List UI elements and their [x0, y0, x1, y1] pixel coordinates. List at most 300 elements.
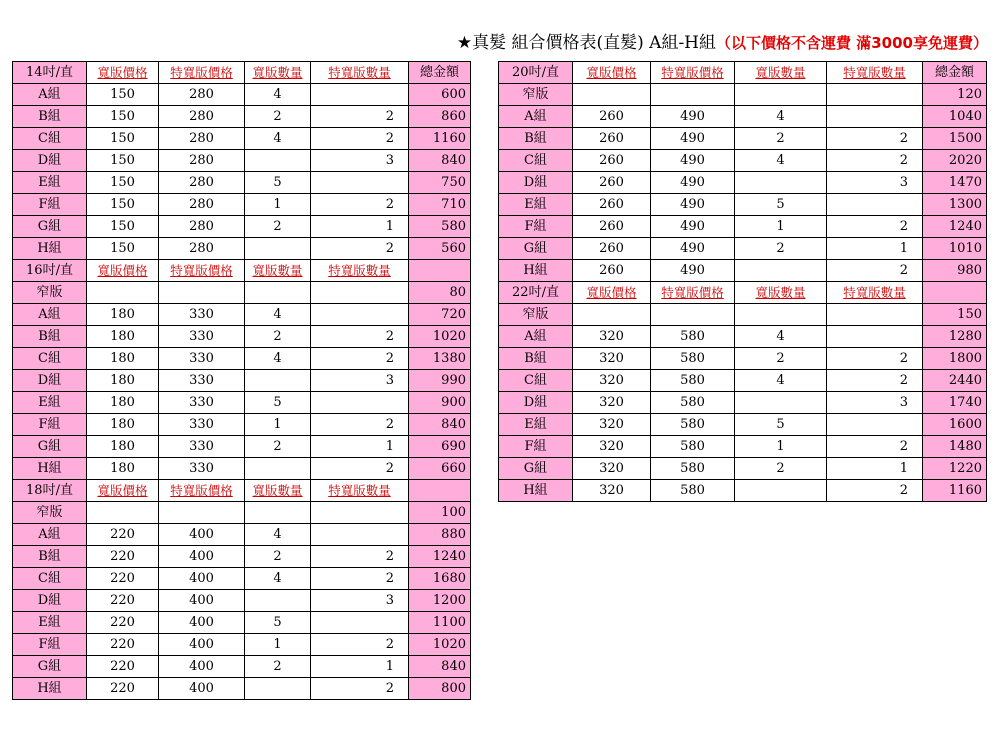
total-amount: 800 [409, 678, 471, 700]
wide-qty: 4 [245, 128, 311, 150]
total-header-empty [923, 282, 987, 304]
column-header: 寬版數量 [245, 480, 311, 502]
wide-price: 260 [573, 194, 651, 216]
total-amount: 900 [409, 392, 471, 414]
wide-price: 220 [87, 634, 159, 656]
wide-qty: 2 [735, 128, 827, 150]
wide-price: 260 [573, 238, 651, 260]
extra-wide-price: 400 [159, 634, 245, 656]
group-label: C組 [13, 128, 87, 150]
extra-wide-qty [311, 612, 409, 634]
wide-price: 260 [573, 172, 651, 194]
wide-qty [245, 590, 311, 612]
extra-wide-qty: 2 [311, 106, 409, 128]
wide-qty: 4 [245, 348, 311, 370]
wide-price: 150 [87, 238, 159, 260]
narrow-row [499, 84, 987, 106]
total-amount: 1470 [923, 172, 987, 194]
extra-wide-qty: 1 [311, 656, 409, 678]
star-icon: ★ [456, 33, 473, 53]
wide-price: 260 [573, 216, 651, 238]
wide-price: 220 [87, 612, 159, 634]
extra-wide-price: 400 [159, 656, 245, 678]
column-header: 特寬版價格 [159, 62, 245, 84]
wide-price: 320 [573, 480, 651, 502]
wide-qty: 1 [735, 436, 827, 458]
column-header: 寬版數量 [735, 62, 827, 84]
extra-wide-price: 490 [651, 150, 735, 172]
wide-price: 220 [87, 568, 159, 590]
group-label: D組 [499, 172, 573, 194]
extra-wide-qty: 2 [311, 414, 409, 436]
total-amount: 1040 [923, 106, 987, 128]
wide-qty: 1 [245, 194, 311, 216]
group-label: D組 [13, 150, 87, 172]
price-table-right [498, 61, 987, 502]
extra-wide-qty [827, 326, 923, 348]
extra-wide-qty: 1 [827, 458, 923, 480]
wide-qty: 5 [245, 172, 311, 194]
column-header: 寬版價格 [87, 62, 159, 84]
total-amount: 710 [409, 194, 471, 216]
title-main: 真髮 組合價格表(直髮) A組-H組 [472, 33, 717, 53]
extra-wide-qty: 1 [827, 238, 923, 260]
group-label: E組 [13, 612, 87, 634]
group-label: C組 [13, 348, 87, 370]
total-header-empty [409, 260, 471, 282]
extra-wide-price: 580 [651, 348, 735, 370]
column-header: 特寬版數量 [311, 62, 409, 84]
wide-qty [245, 238, 311, 260]
wide-price: 150 [87, 106, 159, 128]
table-row [499, 436, 987, 458]
group-label: A組 [13, 524, 87, 546]
extra-wide-price: 280 [159, 194, 245, 216]
wide-price: 260 [573, 106, 651, 128]
column-header: 寬版價格 [573, 62, 651, 84]
table-row [13, 128, 471, 150]
empty-cell [159, 502, 245, 524]
total-amount: 860 [409, 106, 471, 128]
size-label: 22吋/直 [499, 282, 573, 304]
column-header: 特寬版數量 [311, 480, 409, 502]
group-label: F組 [13, 194, 87, 216]
extra-wide-price: 330 [159, 436, 245, 458]
empty-cell [735, 84, 827, 106]
table-row [13, 84, 471, 106]
extra-wide-qty: 2 [827, 480, 923, 502]
wide-qty: 2 [245, 656, 311, 678]
group-label: G組 [499, 238, 573, 260]
group-label: E組 [499, 194, 573, 216]
extra-wide-qty: 3 [311, 370, 409, 392]
extra-wide-price: 330 [159, 348, 245, 370]
group-label: B組 [499, 128, 573, 150]
total-amount: 1010 [923, 238, 987, 260]
extra-wide-price: 330 [159, 326, 245, 348]
total-amount: 1240 [923, 216, 987, 238]
wide-price: 320 [573, 458, 651, 480]
total-amount: 990 [409, 370, 471, 392]
extra-wide-qty: 2 [311, 546, 409, 568]
wide-price: 320 [573, 414, 651, 436]
empty-cell [245, 282, 311, 304]
empty-cell [311, 282, 409, 304]
extra-wide-price: 490 [651, 128, 735, 150]
wide-qty: 4 [735, 326, 827, 348]
extra-wide-price: 400 [159, 590, 245, 612]
wide-price: 220 [87, 524, 159, 546]
total-amount: 1220 [923, 458, 987, 480]
group-label: B組 [13, 106, 87, 128]
section-header-row [499, 62, 987, 84]
extra-wide-price: 580 [651, 370, 735, 392]
table-row [13, 326, 471, 348]
wide-qty: 5 [735, 414, 827, 436]
table-row [13, 348, 471, 370]
group-label: D組 [13, 590, 87, 612]
wide-price: 220 [87, 656, 159, 678]
wide-qty: 2 [735, 238, 827, 260]
total-amount: 1800 [923, 348, 987, 370]
extra-wide-price: 330 [159, 414, 245, 436]
total-amount: 880 [409, 524, 471, 546]
narrow-label: 窄版 [13, 502, 87, 524]
table-row [13, 590, 471, 612]
extra-wide-price: 280 [159, 106, 245, 128]
total-header: 總金額 [923, 62, 987, 84]
wide-qty: 4 [735, 106, 827, 128]
table-row [499, 238, 987, 260]
group-label: C組 [13, 568, 87, 590]
group-label: A組 [13, 84, 87, 106]
narrow-row [499, 304, 987, 326]
column-header: 寬版價格 [573, 282, 651, 304]
wide-qty: 2 [245, 326, 311, 348]
table-row [13, 612, 471, 634]
table-row [13, 634, 471, 656]
wide-price: 320 [573, 348, 651, 370]
wide-qty: 2 [245, 546, 311, 568]
narrow-total: 80 [409, 282, 471, 304]
extra-wide-qty: 2 [311, 238, 409, 260]
total-amount: 2020 [923, 150, 987, 172]
table-row [13, 150, 471, 172]
total-amount: 1680 [409, 568, 471, 590]
extra-wide-price: 490 [651, 216, 735, 238]
wide-price: 180 [87, 458, 159, 480]
table-row [13, 656, 471, 678]
extra-wide-qty: 2 [311, 326, 409, 348]
extra-wide-qty: 2 [311, 458, 409, 480]
wide-qty: 5 [245, 612, 311, 634]
extra-wide-price: 490 [651, 172, 735, 194]
extra-wide-qty: 2 [311, 194, 409, 216]
extra-wide-price: 280 [159, 216, 245, 238]
extra-wide-price: 280 [159, 128, 245, 150]
wide-price: 260 [573, 128, 651, 150]
group-label: B組 [13, 326, 87, 348]
narrow-total: 150 [923, 304, 987, 326]
table-row [13, 216, 471, 238]
wide-price: 180 [87, 326, 159, 348]
group-label: A組 [499, 106, 573, 128]
total-amount: 1480 [923, 436, 987, 458]
wide-price: 150 [87, 128, 159, 150]
right-table-body [499, 62, 987, 502]
extra-wide-qty: 1 [311, 216, 409, 238]
total-amount: 720 [409, 304, 471, 326]
wide-price: 180 [87, 348, 159, 370]
empty-cell [651, 84, 735, 106]
wide-qty [735, 172, 827, 194]
group-label: H組 [499, 480, 573, 502]
narrow-total: 100 [409, 502, 471, 524]
table-row [13, 238, 471, 260]
group-label: H組 [13, 678, 87, 700]
group-label: H組 [499, 260, 573, 282]
wide-price: 320 [573, 392, 651, 414]
section-header-row [13, 480, 471, 502]
total-amount: 1240 [409, 546, 471, 568]
extra-wide-qty: 2 [827, 216, 923, 238]
total-amount: 1020 [409, 634, 471, 656]
group-label: F組 [499, 436, 573, 458]
extra-wide-qty: 2 [827, 348, 923, 370]
total-amount: 1600 [923, 414, 987, 436]
group-label: G組 [13, 436, 87, 458]
size-label: 16吋/直 [13, 260, 87, 282]
table-row [499, 128, 987, 150]
wide-price: 260 [573, 260, 651, 282]
total-amount: 1300 [923, 194, 987, 216]
total-amount: 560 [409, 238, 471, 260]
total-amount: 980 [923, 260, 987, 282]
total-amount: 840 [409, 150, 471, 172]
wide-qty [245, 678, 311, 700]
group-label: E組 [13, 392, 87, 414]
table-row [13, 304, 471, 326]
section-header-row [499, 282, 987, 304]
extra-wide-price: 580 [651, 480, 735, 502]
wide-price: 180 [87, 304, 159, 326]
total-amount: 1740 [923, 392, 987, 414]
column-header: 特寬版數量 [311, 260, 409, 282]
extra-wide-price: 330 [159, 458, 245, 480]
narrow-row [13, 282, 471, 304]
column-header: 特寬版價格 [651, 282, 735, 304]
wide-price: 220 [87, 678, 159, 700]
wide-price: 180 [87, 370, 159, 392]
extra-wide-qty: 3 [827, 172, 923, 194]
price-table-left [12, 61, 471, 700]
group-label: E組 [499, 414, 573, 436]
group-label: A組 [13, 304, 87, 326]
extra-wide-price: 490 [651, 238, 735, 260]
total-amount: 1380 [409, 348, 471, 370]
wide-price: 260 [573, 150, 651, 172]
extra-wide-price: 280 [159, 172, 245, 194]
table-row [499, 216, 987, 238]
extra-wide-qty: 2 [311, 128, 409, 150]
total-header-empty [409, 480, 471, 502]
narrow-row [13, 502, 471, 524]
wide-qty: 4 [245, 304, 311, 326]
table-row [499, 392, 987, 414]
table-row [13, 436, 471, 458]
table-row [13, 172, 471, 194]
total-amount: 750 [409, 172, 471, 194]
wide-price: 220 [87, 546, 159, 568]
extra-wide-qty [311, 392, 409, 414]
extra-wide-price: 280 [159, 150, 245, 172]
extra-wide-qty: 3 [827, 392, 923, 414]
table-row [499, 106, 987, 128]
empty-cell [573, 84, 651, 106]
column-header: 寬版數量 [245, 62, 311, 84]
total-amount: 1500 [923, 128, 987, 150]
group-label: G組 [13, 656, 87, 678]
total-amount: 1160 [923, 480, 987, 502]
extra-wide-price: 400 [159, 568, 245, 590]
empty-cell [159, 282, 245, 304]
wide-price: 320 [573, 370, 651, 392]
section-header-row [13, 62, 471, 84]
group-label: G組 [499, 458, 573, 480]
wide-qty: 4 [245, 568, 311, 590]
extra-wide-price: 580 [651, 436, 735, 458]
wide-qty: 5 [735, 194, 827, 216]
empty-cell [827, 304, 923, 326]
column-header: 寬版價格 [87, 480, 159, 502]
wide-qty: 4 [735, 370, 827, 392]
wide-qty: 2 [735, 458, 827, 480]
table-row [13, 678, 471, 700]
table-row [499, 260, 987, 282]
total-amount: 1020 [409, 326, 471, 348]
wide-qty [735, 392, 827, 414]
extra-wide-price: 330 [159, 370, 245, 392]
wide-price: 320 [573, 436, 651, 458]
table-row [13, 370, 471, 392]
group-label: H組 [13, 238, 87, 260]
total-amount: 840 [409, 656, 471, 678]
extra-wide-qty [311, 172, 409, 194]
extra-wide-qty: 2 [311, 568, 409, 590]
extra-wide-price: 400 [159, 678, 245, 700]
total-amount: 660 [409, 458, 471, 480]
empty-cell [245, 502, 311, 524]
total-amount: 1100 [409, 612, 471, 634]
total-amount: 1200 [409, 590, 471, 612]
wide-qty: 2 [735, 348, 827, 370]
total-amount: 580 [409, 216, 471, 238]
extra-wide-price: 580 [651, 414, 735, 436]
extra-wide-price: 400 [159, 524, 245, 546]
extra-wide-qty: 2 [827, 128, 923, 150]
table-row [13, 458, 471, 480]
wide-qty [245, 150, 311, 172]
page-title [457, 28, 988, 53]
wide-qty: 5 [245, 392, 311, 414]
extra-wide-qty [311, 524, 409, 546]
wide-price: 220 [87, 590, 159, 612]
extra-wide-price: 400 [159, 612, 245, 634]
wide-qty: 4 [245, 524, 311, 546]
extra-wide-qty [311, 304, 409, 326]
column-header: 特寬版數量 [827, 282, 923, 304]
empty-cell [573, 304, 651, 326]
wide-price: 150 [87, 216, 159, 238]
extra-wide-price: 330 [159, 392, 245, 414]
wide-price: 150 [87, 194, 159, 216]
extra-wide-qty: 2 [827, 150, 923, 172]
extra-wide-price: 330 [159, 304, 245, 326]
group-label: F組 [499, 216, 573, 238]
extra-wide-qty: 2 [827, 260, 923, 282]
wide-price: 180 [87, 414, 159, 436]
total-amount: 1160 [409, 128, 471, 150]
wide-qty [735, 260, 827, 282]
extra-wide-qty: 3 [311, 150, 409, 172]
table-row [13, 546, 471, 568]
empty-cell [651, 304, 735, 326]
table-row [499, 370, 987, 392]
extra-wide-qty: 2 [827, 370, 923, 392]
section-header-row [13, 260, 471, 282]
extra-wide-qty: 2 [827, 436, 923, 458]
wide-price: 150 [87, 84, 159, 106]
wide-price: 180 [87, 392, 159, 414]
extra-wide-qty [311, 84, 409, 106]
wide-qty [735, 480, 827, 502]
table-row [499, 348, 987, 370]
wide-price: 180 [87, 436, 159, 458]
extra-wide-price: 280 [159, 238, 245, 260]
empty-cell [827, 84, 923, 106]
extra-wide-price: 580 [651, 326, 735, 348]
group-label: C組 [499, 150, 573, 172]
narrow-label: 窄版 [499, 84, 573, 106]
left-table-body [13, 62, 471, 700]
extra-wide-price: 580 [651, 392, 735, 414]
wide-qty: 1 [735, 216, 827, 238]
total-amount: 600 [409, 84, 471, 106]
wide-price: 150 [87, 150, 159, 172]
table-row [13, 392, 471, 414]
empty-cell [87, 282, 159, 304]
extra-wide-price: 490 [651, 260, 735, 282]
group-label: F組 [13, 414, 87, 436]
table-row [13, 414, 471, 436]
extra-wide-price: 490 [651, 194, 735, 216]
wide-qty: 1 [245, 634, 311, 656]
empty-cell [735, 304, 827, 326]
table-row [499, 150, 987, 172]
wide-price: 150 [87, 172, 159, 194]
size-label: 20吋/直 [499, 62, 573, 84]
table-row [499, 414, 987, 436]
group-label: A組 [499, 326, 573, 348]
column-header: 特寬版數量 [827, 62, 923, 84]
narrow-label: 窄版 [13, 282, 87, 304]
wide-qty: 2 [245, 436, 311, 458]
table-row [499, 326, 987, 348]
group-label: H組 [13, 458, 87, 480]
column-header: 特寬版價格 [651, 62, 735, 84]
extra-wide-qty [827, 106, 923, 128]
extra-wide-price: 580 [651, 458, 735, 480]
